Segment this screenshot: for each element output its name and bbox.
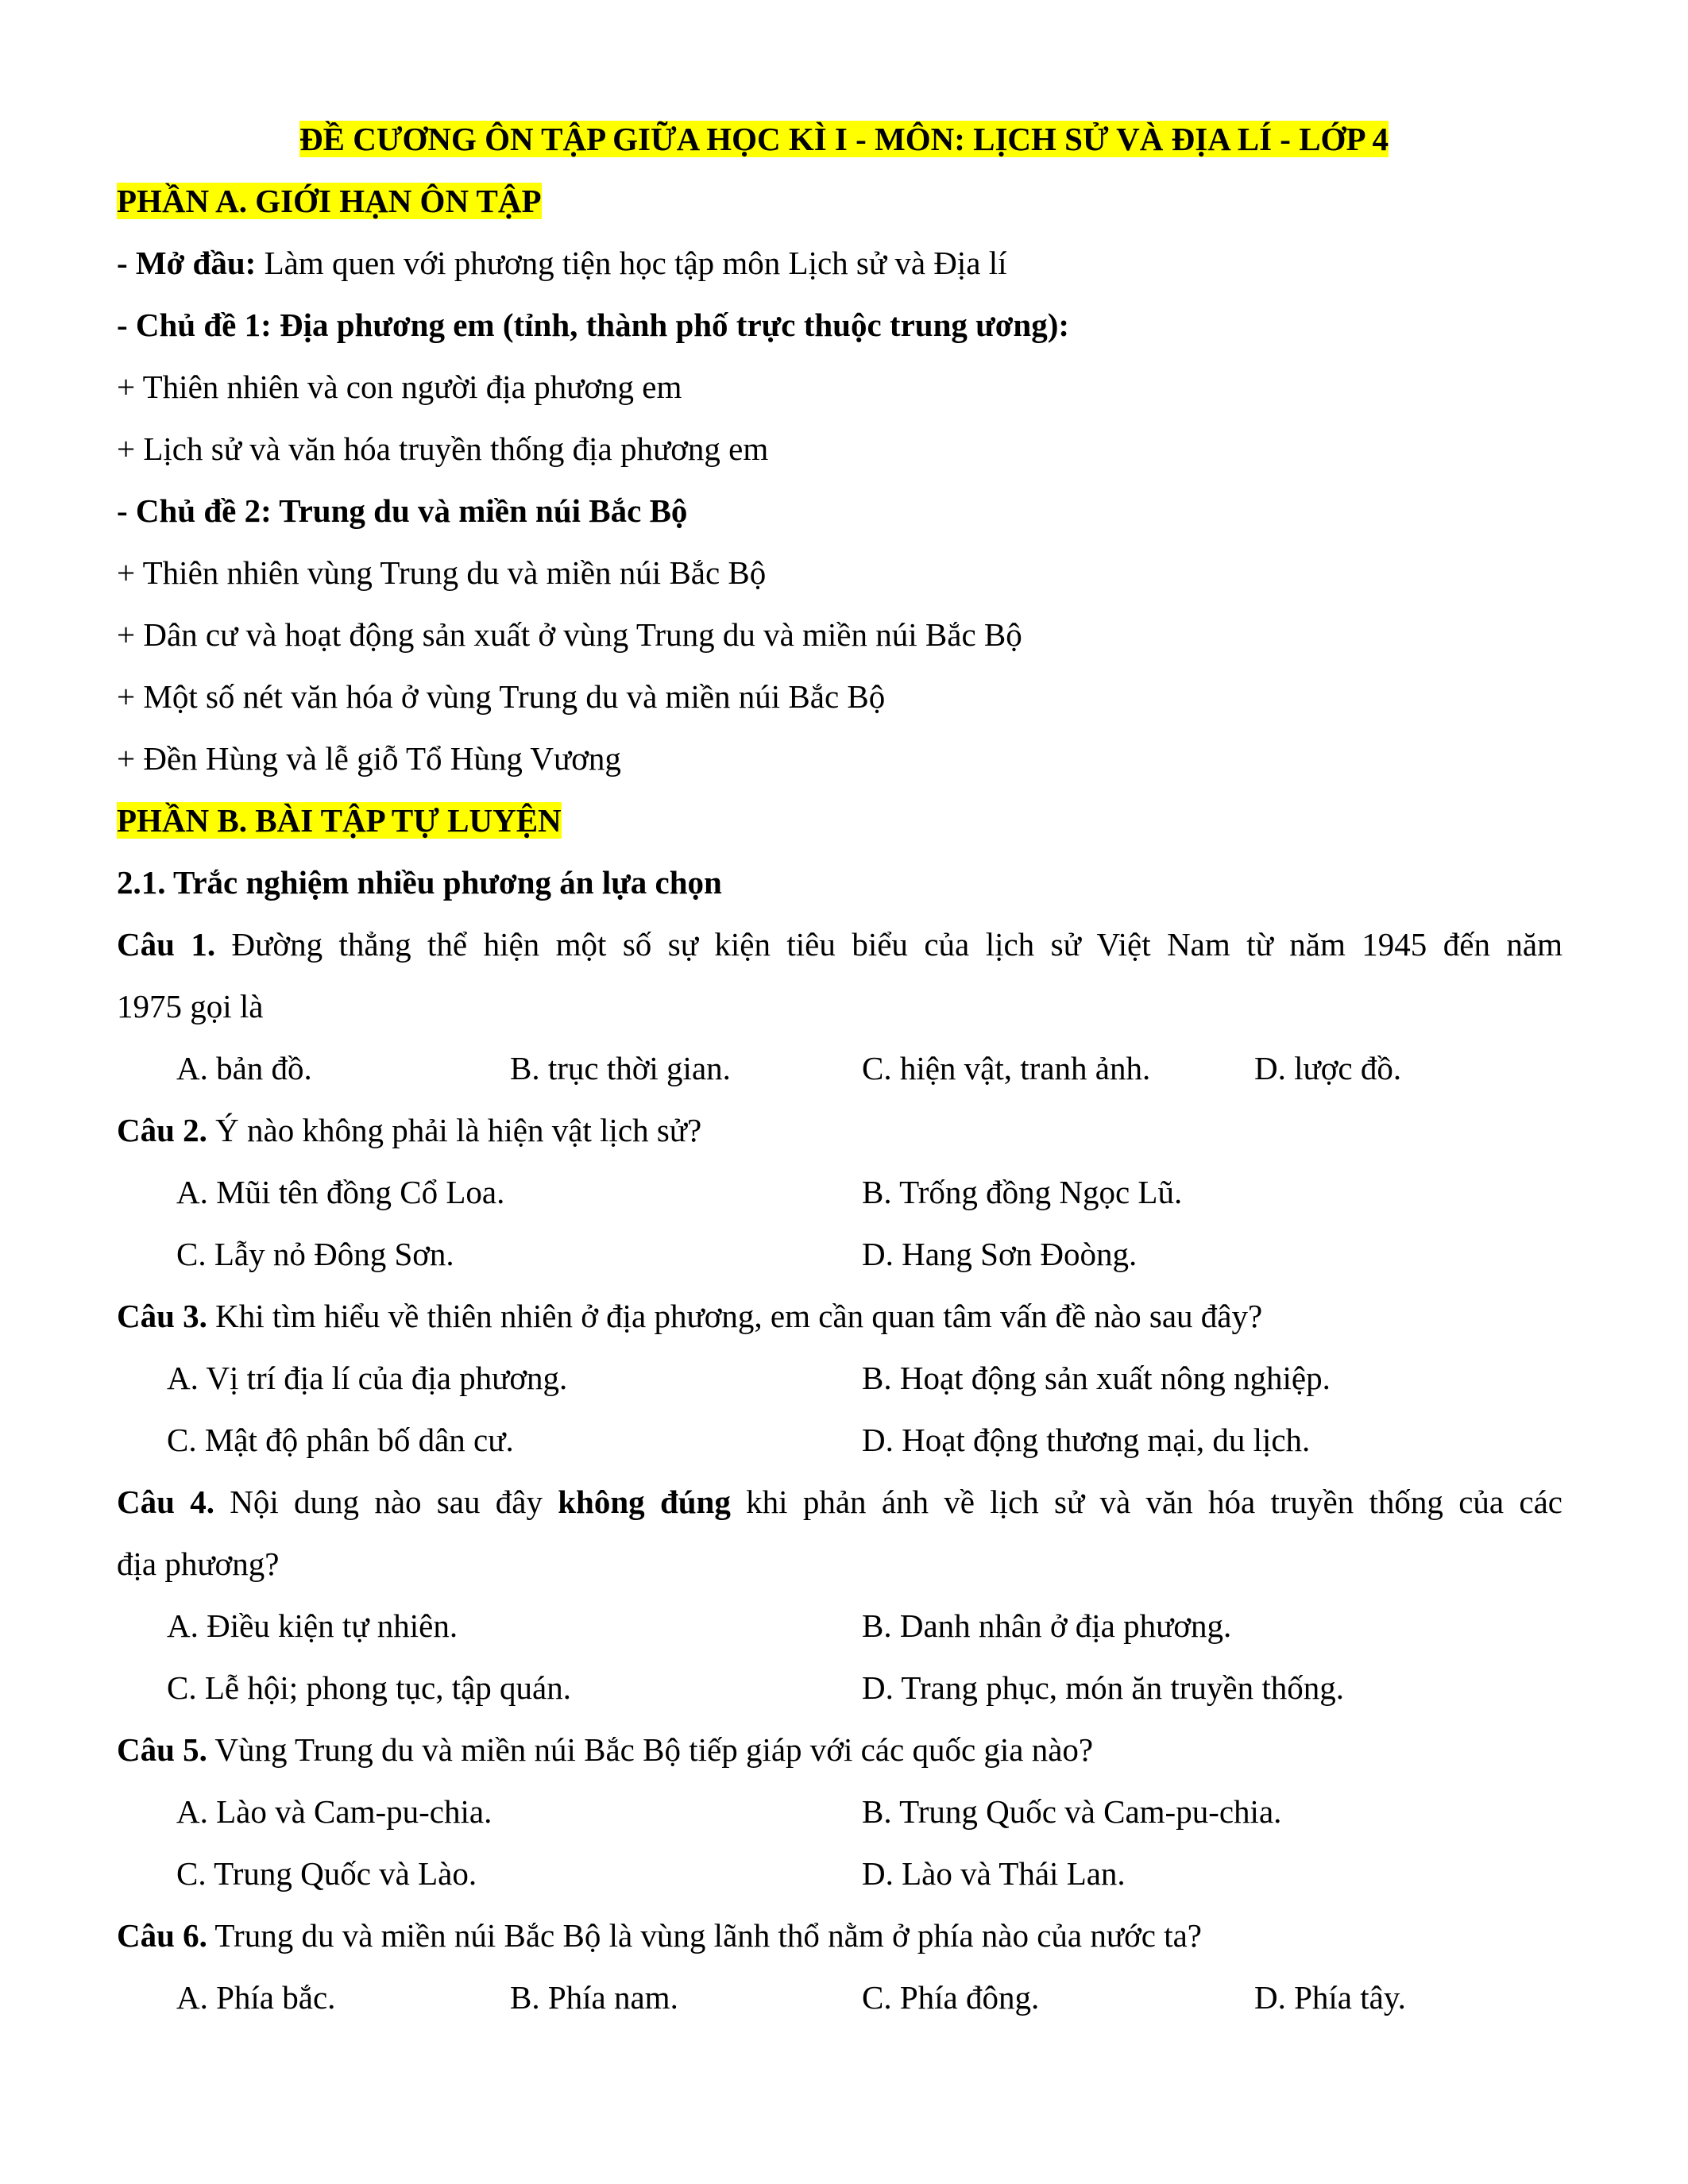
option-c[interactable]: C. Lễ hội; phong tục, tập quán.	[167, 1669, 571, 1706]
question-label: Câu 6.	[117, 1917, 207, 1954]
question-text: Nội dung nào sau đây	[214, 1484, 558, 1520]
option-a[interactable]: A. Lào và Cam-pu-chia.	[176, 1793, 492, 1830]
intro-label: - Mở đầu:	[117, 245, 257, 281]
option-d[interactable]: D. Trang phục, món ăn truyền thống.	[862, 1669, 1344, 1706]
topic2-heading-text: - Chủ đề 2: Trung du và miền núi Bắc Bộ	[117, 492, 688, 529]
question-4-continued: địa phương?	[117, 1545, 280, 1582]
document-title	[0, 118, 1688, 160]
question-label: Câu 3.	[117, 1298, 207, 1334]
option-c[interactable]: C. hiện vật, tranh ảnh.	[862, 1050, 1151, 1086]
part-b-heading	[117, 800, 1562, 841]
topic2-item: + Một số nét văn hóa ở vùng Trung du và miền núi Bắc Bộ	[117, 678, 886, 715]
section-heading-text: 2.1. Trắc nghiệm nhiều phương án lựa chọn	[117, 864, 722, 901]
option-c[interactable]: C. Mật độ phân bố dân cư.	[167, 1422, 514, 1458]
option-a[interactable]: A. Điều kiện tự nhiên.	[167, 1607, 458, 1644]
option-d[interactable]: D. Hang Sơn Đoòng.	[862, 1236, 1138, 1272]
option-a[interactable]: A. Vị trí địa lí của địa phương.	[167, 1360, 568, 1396]
part-a-heading	[117, 180, 1562, 222]
question-2	[117, 1109, 1562, 1151]
question-3	[117, 1295, 1562, 1337]
option-c[interactable]: C. Lẫy nỏ Đông Sơn.	[176, 1236, 454, 1272]
option-b[interactable]: B. Trống đồng Ngọc Lũ.	[862, 1174, 1183, 1210]
option-c[interactable]: C. Trung Quốc và Lào.	[176, 1855, 477, 1892]
topic2-heading	[117, 490, 1562, 531]
topic1-heading-text: - Chủ đề 1: Địa phương em (tỉnh, thành phố trực thuộc trung ương):	[117, 307, 1070, 343]
option-b[interactable]: B. Hoạt động sản xuất nông nghiệp.	[862, 1360, 1331, 1396]
option-a[interactable]: A. Phía bắc.	[176, 1979, 336, 2016]
question-1	[117, 924, 1562, 965]
option-b[interactable]: B. Danh nhân ở địa phương.	[862, 1607, 1232, 1644]
question-5	[117, 1729, 1562, 1770]
topic2-item: + Dân cư và hoạt động sản xuất ở vùng Trung du và miền núi Bắc Bộ	[117, 616, 1022, 653]
question-label: Câu 4.	[117, 1484, 214, 1520]
intro-line	[117, 242, 1562, 284]
question-text: Trung du và miền núi Bắc Bộ là vùng lãnh thổ nằm ở phía nào của nước ta?	[207, 1917, 1203, 1954]
question-label: Câu 5.	[117, 1731, 207, 1768]
option-d[interactable]: D. Lào và Thái Lan.	[862, 1855, 1126, 1892]
option-d[interactable]: D. Phía tây.	[1254, 1979, 1406, 2016]
option-a[interactable]: A. bản đồ.	[176, 1050, 312, 1086]
option-b[interactable]: B. Phía nam.	[510, 1979, 678, 2016]
topic1-item: + Lịch sử và văn hóa truyền thống địa phương em	[117, 430, 769, 467]
question-1-continued: 1975 gọi là	[117, 988, 264, 1024]
topic2-item: + Đền Hùng và lễ giỗ Tổ Hùng Vương	[117, 740, 621, 777]
part-a-heading-text: PHẦN A. GIỚI HẠN ÔN TẬP	[117, 183, 542, 219]
option-a[interactable]: A. Mũi tên đồng Cổ Loa.	[176, 1174, 505, 1210]
title-text: ĐỀ CƯƠNG ÔN TẬP GIỮA HỌC KÌ I - MÔN: LỊCH SỬ VÀ ĐỊA LÍ - LỚP 4	[299, 121, 1389, 157]
intro-text: Làm quen với phương tiện học tập môn Lịch sử và Địa lí	[256, 245, 1007, 281]
question-6	[117, 1915, 1562, 1956]
question-label: Câu 1.	[117, 926, 216, 963]
question-emphasis: không đúng	[558, 1484, 731, 1520]
part-b-heading-text: PHẦN B. BÀI TẬP TỰ LUYỆN	[117, 802, 562, 839]
option-b[interactable]: B. Trung Quốc và Cam-pu-chia.	[862, 1793, 1282, 1830]
option-b[interactable]: B. trục thời gian.	[510, 1050, 731, 1086]
topic1-heading	[117, 304, 1562, 345]
question-text: Khi tìm hiểu về thiên nhiên ở địa phương, em cần quan tâm vấn đề nào sau đây?	[207, 1298, 1263, 1334]
topic2-item: + Thiên nhiên vùng Trung du và miền núi Bắc Bộ	[117, 554, 767, 591]
option-d[interactable]: D. Hoạt động thương mại, du lịch.	[862, 1422, 1311, 1458]
question-label: Câu 2.	[117, 1112, 207, 1148]
option-c[interactable]: C. Phía đông.	[862, 1979, 1040, 2016]
question-text: Ý nào không phải là hiện vật lịch sử?	[207, 1112, 702, 1148]
question-4	[117, 1481, 1562, 1522]
question-text: Vùng Trung du và miền núi Bắc Bộ tiếp giáp với các quốc gia nào?	[207, 1731, 1094, 1768]
section-heading	[117, 862, 1562, 903]
question-text: Đường thẳng thể hiện một số sự kiện tiêu biểu của lịch sử Việt Nam từ năm 1945 đến năm	[215, 926, 1562, 963]
topic1-item: + Thiên nhiên và con người địa phương em	[117, 369, 682, 405]
option-d[interactable]: D. lược đồ.	[1254, 1050, 1402, 1086]
question-text-rest: khi phản ánh về lịch sử và văn hóa truyền thống của các	[730, 1484, 1562, 1520]
